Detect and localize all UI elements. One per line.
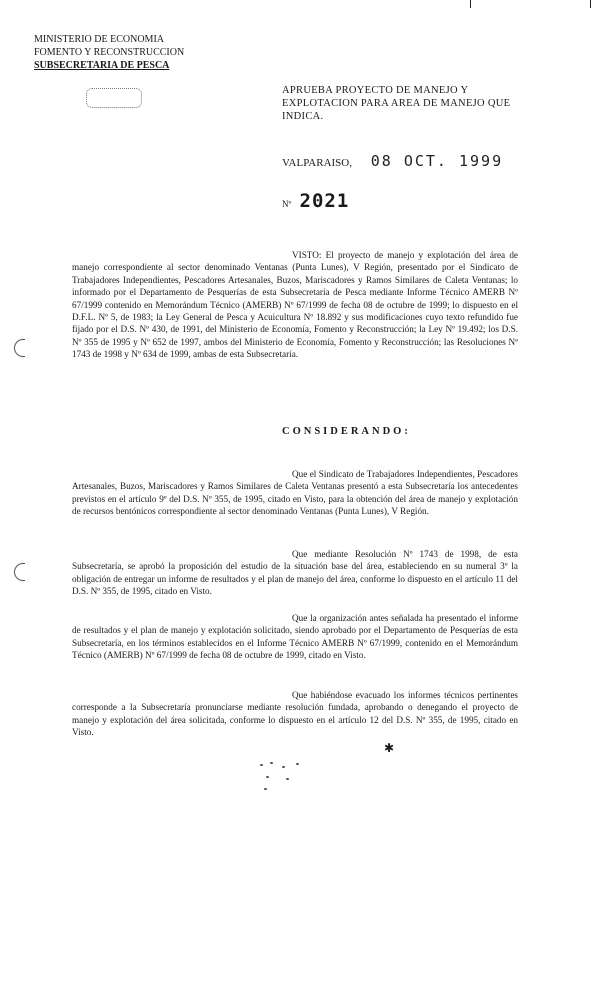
- place: VALPARAISO,: [282, 157, 352, 169]
- letterhead: [34, 33, 204, 72]
- date-stamp: 08 OCT. 1999: [370, 152, 504, 170]
- place-date: [282, 152, 503, 170]
- resolution-number: [282, 190, 349, 212]
- subject-heading: APRUEBA PROYECTO DE MANEJO Y EXPLOTACION PARA AREA DE MANEJO QUE INDICA.: [282, 85, 511, 122]
- number-label: Nº: [282, 199, 292, 209]
- pen-mark: ✱: [384, 741, 395, 755]
- letterhead-ministry-2: FOMENTO Y RECONSTRUCCION: [34, 47, 185, 58]
- considerando-paragraph: Que el Sindicato de Trabajadores Independientes, Pescadores Artesanales, Buzos, Mariscadores y Ramos Similares de Caleta Ventanas presentó a esta Subsecretaría los antecedentes previstos en el artículo 9º del D.S. Nº 355, de 1995, citado en Visto, para la obtención del área de manejo y explotación de recursos bentónicos correspondiente al sector denominado Ventanas (Punta Lunes), V Región.: [72, 469, 518, 517]
- visto-paragraph: VISTO: El proyecto de manejo y explotación del área de manejo correspondiente al sector denominado Ventanas (Punta Lunes), V Región, presentado por el Sindicato de Trabajadores Independientes, Pescadores Artesanales, Buzos, Mariscadores y Ramos Similares de Caleta Ventanas; lo informado por el Departamento de Pesquerías de esta Subsecretaría de Pesca mediante Informe Técnico AMERB Nº 67/1999 contenido en Memorándum Técnico (AMERB) Nº 67/1999 de fecha 08 de octubre de 1999; lo dispuesto en el D.F.L. Nº 5, de 1983; la Ley General de Pesca y Acuicultura Nº 18.892 y sus modificaciones cuyo texto refundido fue fijado por el D.S. Nº 430, de 1991, del Ministerio de Economía, Fomento y Reconstrucción; la Ley Nº 19.492; los D.S. Nº 355 de 1995 y Nº 652 de 1997, ambos del Ministerio de Economía, Fomento y Reconstrucción; las Resoluciones Nº 1743 de 1998 y Nº 634 de 1999, ambas de esta Subsecretaría.: [72, 250, 518, 360]
- scan-edge-mark: [470, 0, 471, 8]
- considerando-heading: CONSIDERANDO:: [282, 426, 411, 437]
- considerando-paragraph: Que mediante Resolución Nº 1743 de 1998, de esta Subsecretaría, se aprobó la proposición del estudio de la situación base del área, estableciendo en su numeral 3º la obligación de entregar un informe de resultados y el plan de manejo del área, conforme lo dispuesto en el artículo 11 del D.S. Nº 355, de 1995, citado en Visto.: [72, 549, 518, 597]
- signature-marks: [256, 760, 336, 796]
- binder-hole-mark: [14, 339, 25, 357]
- binder-hole-mark: [14, 563, 25, 581]
- stamp-smudge: [86, 88, 142, 108]
- considerando-paragraph: Que habiéndose evacuado los informes técnicos pertinentes corresponde a la Subsecretaría pronunciarse mediante resolución fundada, aprobando o denegando el proyecto de manejo y explotación del área solicitada, conforme lo dispuesto en el artículo 12 del D.S. Nº 355, de 1995, citado en Visto.: [72, 690, 518, 738]
- number-value: 2021: [299, 190, 350, 212]
- considerando-paragraph: Que la organización antes señalada ha presentado el informe de resultados y el plan de manejo y explotación solicitado, siendo aprobado por el Departamento de Pesquerías de esta Subsecretaría, en los términos establecidos en el Informe Técnico AMERB Nº 67/1999, contenido en el Memorándum Técnico (AMERB) Nº 67/1999 de fecha 08 de octubre de 1999, citado en Visto.: [72, 613, 518, 661]
- letterhead-ministry: MINISTERIO DE ECONOMIA: [34, 34, 164, 45]
- scan-edge-mark: [590, 0, 591, 8]
- letterhead-subsecretaria: SUBSECRETARIA DE PESCA: [34, 60, 170, 71]
